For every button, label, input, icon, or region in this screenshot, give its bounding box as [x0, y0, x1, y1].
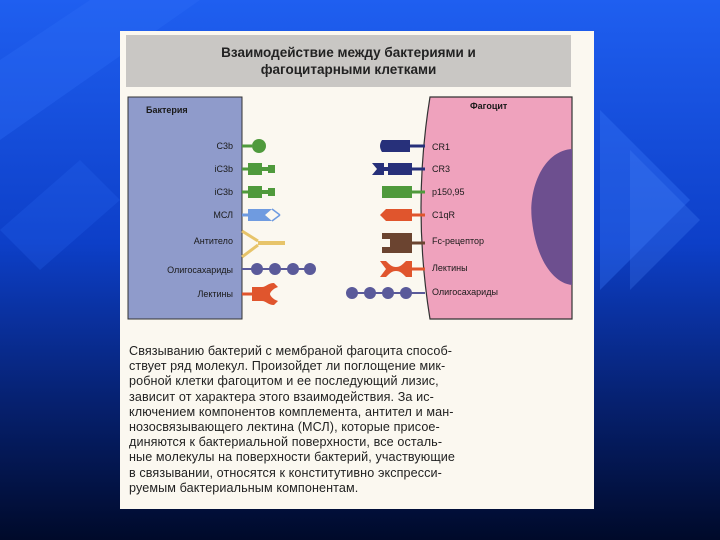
body-line: руемым бактериальным компонентам. — [129, 480, 359, 495]
body-line: Связыванию бактерий с мембраной фагоцита способ- — [129, 344, 453, 358]
mbl-molecule — [242, 209, 280, 221]
body-line: зависит от характера этого взаимодействия. За ис- — [129, 389, 434, 404]
phagocyte-header: Фагоцит — [470, 101, 508, 111]
lectin-molecule — [242, 283, 278, 305]
bacterium-label: iC3b — [214, 187, 233, 197]
bacterium-label: Олигосахариды — [167, 265, 233, 275]
title-line: фагоцитарными клетками — [260, 62, 437, 77]
body-line: ключением компонентов комплемента, антител и ман- — [129, 404, 454, 419]
bacterium-cell — [128, 97, 242, 319]
phagocyte-oligosaccharide-chain — [346, 287, 425, 299]
bacterium-label: Антитело — [193, 236, 233, 246]
cr3-receptor — [372, 163, 425, 175]
antibody-molecule — [242, 231, 285, 257]
cr1-receptor — [380, 140, 425, 152]
phagocyte-label: C1qR — [432, 210, 456, 220]
phagocyte-label: p150,95 — [432, 187, 465, 197]
ic3b-molecule — [242, 163, 275, 175]
phagocyte-label: Лектины — [432, 263, 468, 273]
phagocyte-label: Fc-рецептор — [432, 236, 484, 246]
bacterium-label: iC3b — [214, 164, 233, 174]
body-line: робной клетки фагоцитом и ее последующий лизис, — [129, 374, 439, 389]
oligosaccharide-chain — [242, 263, 316, 275]
textbook-page — [120, 31, 594, 509]
body-line: нозосвязывающего лектина (МСЛ), которые присое- — [129, 420, 440, 435]
p150-95-receptor — [382, 186, 425, 198]
bacterium-header: Бактерия — [146, 105, 188, 115]
bacterium-label: МСЛ — [213, 210, 233, 220]
bacterium-label: Лектины — [197, 289, 233, 299]
body-line: ствует ряд молекул. Произойдет ли поглощение мик- — [129, 359, 446, 374]
body-paragraph — [129, 344, 577, 496]
phagocyte-label: CR1 — [432, 142, 451, 152]
interaction-diagram — [120, 31, 594, 331]
fc-receptor — [382, 233, 425, 253]
body-line: диняются к бактериальной поверхности, все осталь- — [129, 435, 443, 450]
phagocyte-lectin — [380, 261, 425, 277]
body-line: ные молекулы на поверхности бактерий, участвующие — [129, 450, 456, 465]
phagocyte-label: Олигосахариды — [432, 287, 498, 297]
c3b-molecule — [242, 139, 266, 153]
phagocyte-label: CR3 — [432, 164, 451, 174]
title-line: Взаимодействие между бактериями и — [221, 45, 476, 60]
body-line: в связывании, относятся к конститутивно экспресси- — [129, 465, 442, 480]
bacterium-label: C3b — [216, 141, 233, 151]
c1qr-receptor — [380, 209, 425, 221]
ic3b-molecule — [242, 186, 275, 198]
